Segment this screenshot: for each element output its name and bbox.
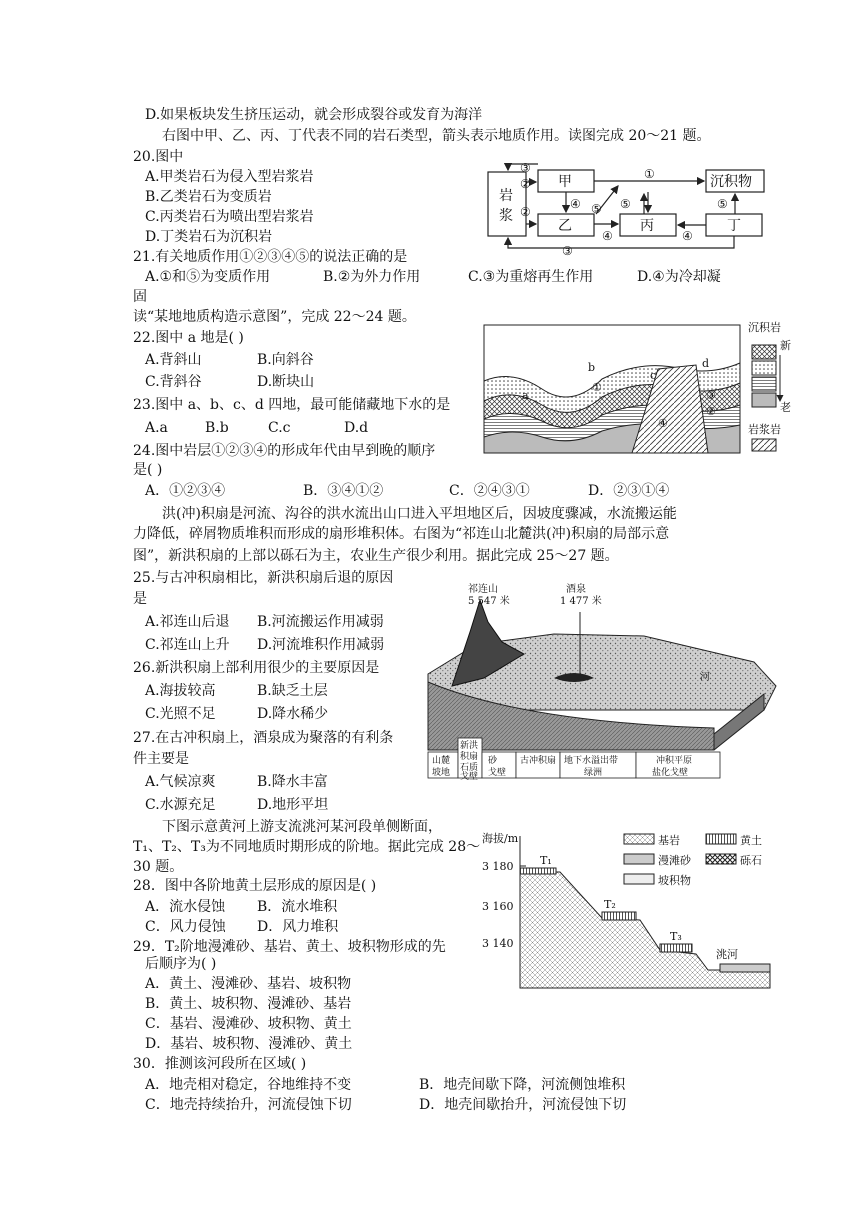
zone-newfan-1: 新洪 [460,741,479,751]
q30-option-a[interactable]: A．地壳相对稳定，谷地维持不变 [145,1077,352,1093]
q25-stem-cont: 是 [133,591,147,607]
q30-option-b[interactable]: B．地壳间歇下降，河流侧蚀堆积 [419,1077,626,1093]
legend-sedimentary: 沉积岩 [748,321,781,334]
q28-option-d[interactable]: D．风力堆积 [257,919,339,935]
q19-option-d: D.如果板块发生挤压运动，就会形成裂谷或发育为海洋 [145,107,483,123]
point-a: a [522,389,529,402]
q22-option-a[interactable]: A.背斜山 [145,352,202,368]
layer-2: ② [706,405,716,418]
legend-colluvium: 坡积物 [658,874,691,887]
q21-option-a[interactable]: A.①和⑤为变质作用 [145,269,271,285]
q25-option-c[interactable]: C.祁连山上升 [145,637,230,653]
layer-1: ① [592,381,602,394]
legend-loess: 黄土 [740,834,762,847]
intro-20-21: 右图中甲、乙、丙、丁代表不同的岩石类型，箭头表示地质作用。读图完成 20～21 题。 [162,128,711,144]
q22-stem: 22.图中 a 地是( ) [133,330,244,346]
sediment-label: 沉积物 [710,174,752,190]
terrace-t1: T₁ [540,854,552,867]
qilian-label: 祁连山 [468,584,498,595]
zone-newfan-3: 石质 [460,763,479,773]
q26-option-b[interactable]: B.缺乏土层 [257,683,328,699]
q25-option-b[interactable]: B.河流搬运作用减弱 [257,614,384,630]
rock-cycle-diagram [484,158,790,258]
q21-option-d[interactable]: D.④为冷却凝 [637,269,721,285]
q23-option-a[interactable]: A.a [145,420,168,436]
q21-stem: 21.有关地质作用①②③④⑤的说法正确的是 [133,249,408,265]
river-terrace-diagram [480,830,780,992]
q20-option-c[interactable]: C.丙类岩石为喷出型岩浆岩 [145,209,314,225]
cycle-num-5-bing: ⑤ [620,197,631,211]
cycle-num-3-bottom: ③ [562,244,573,258]
q28-option-a[interactable]: A．流水侵蚀 [145,899,226,915]
q30-option-d[interactable]: D．地壳间歇抬升，河流侵蚀下切 [419,1097,627,1113]
ytick-3160: 3 160 [482,900,514,913]
q23-stem: 23.图中 a、b、c、d 四地，最可能储藏地下水的是 [133,397,451,413]
qilian-height: 5 547 米 [468,596,510,607]
q21-option-b[interactable]: B.②为外力作用 [323,269,421,285]
zone-overflow: 地下水溢出带 [564,756,619,766]
q29-stem-cont: 后顺序为( ) [145,956,217,972]
terrace-t3: T₃ [670,930,682,943]
q27-stem-cont: 件主要是 [133,751,189,767]
q22-option-d[interactable]: D.断块山 [257,374,315,390]
magma-label-2: 浆 [499,208,513,224]
q22-option-c[interactable]: C.背斜谷 [145,374,202,390]
point-b: b [588,361,596,374]
q27-option-d[interactable]: D.地形平坦 [257,797,329,813]
q23-option-d[interactable]: D.d [344,420,369,436]
yi-label: 乙 [558,218,572,234]
q20-option-a[interactable]: A.甲类岩石为侵入型岩浆岩 [145,169,314,185]
cycle-num-1: ① [644,167,655,181]
river-label: 河 [700,672,710,683]
jiuquan-label: 酒泉 [566,584,586,595]
point-d: d [702,357,710,370]
q24-option-b[interactable]: B．③④①② [303,483,384,499]
bing-label: 丙 [640,218,654,234]
river-taohe: 洮河 [716,948,738,961]
q24-option-d[interactable]: D．②③①④ [588,483,670,499]
cycle-num-5-right: ⑤ [717,197,728,211]
ytick-3180: 3 180 [482,860,514,873]
q30-stem: 30．推测该河段所在区域( ) [133,1056,307,1072]
q29-stem: 29．T₂阶地漫滩砂、基岩、黄土、坡积物形成的先 [133,939,446,955]
legend-new: 新 [780,339,791,352]
q20-option-d[interactable]: D.丁类岩石为沉积岩 [145,229,273,245]
fan-intro-line3: 图”，新洪积扇的上部以砾石为主，农业生产很少利用。据此完成 25～27 题。 [133,548,619,564]
q24-option-a[interactable]: A．①②③④ [145,483,226,499]
q20-stem: 20.图中 [133,149,184,165]
zone-plain: 冲积平原 [656,756,693,766]
zone-oasis: 绿洲 [584,768,603,778]
q25-stem: 25.与古冲积扇相比，新洪积扇后退的原因 [133,570,394,586]
fan-intro-line1: 洪(冲)积扇是河流、沟谷的洪水流出山口进入平坦地区后，因坡度骤减，水流搬运能 [162,506,677,522]
q21-option-d-wrap: 固 [133,289,147,305]
terrace-intro-line2: T₁、T₂、T₃为不同地质时期形成的阶地。据此完成 28～ [133,839,481,855]
q27-option-b[interactable]: B.降水丰富 [257,774,328,790]
q27-option-c[interactable]: C.水源充足 [145,797,216,813]
cycle-num-2-bottom: ② [520,205,531,219]
q29-option-b[interactable]: B．黄土、坡积物、漫滩砂、基岩 [145,996,352,1012]
zone-piedmont-1: 山麓 [432,756,451,766]
intro-22-24: 读“某地地质构造示意图”，完成 22～24 题。 [133,309,416,325]
legend-bedrock: 基岩 [658,834,680,847]
zone-newfan-2: 积扇 [460,752,479,762]
terrace-intro-line1: 下图示意黄河上游支流洮河某河段单侧断面， [162,819,442,835]
cycle-num-4-mid: ④ [570,197,581,211]
ylabel: 海拔/m [482,832,519,845]
layer-3: ③ [706,389,716,402]
fan-intro-line2: 力降低，碎屑物质堆积而形成的扇形堆积体。右图为“祁连山北麓洪(冲)积扇的局部示意 [133,526,670,542]
q28-option-b[interactable]: B．流水堆积 [257,899,338,915]
q24-option-c[interactable]: C．②④③① [449,483,530,499]
legend-gravel: 砾石 [740,854,762,867]
zone-gravel: 砂 [488,756,498,766]
jiuquan-height: 1 477 米 [560,596,602,607]
q24-stem: 24.图中岩层①②③④的形成年代由早到晚的顺序 [133,443,436,459]
q28-option-c[interactable]: C．风力侵蚀 [145,919,226,935]
geologic-structure-diagram [482,319,794,459]
point-c: c [650,369,657,382]
q29-option-c[interactable]: C．基岩、漫滩砂、坡积物、黄土 [145,1016,352,1032]
q22-option-b[interactable]: B.向斜谷 [257,352,314,368]
q26-option-a[interactable]: A.海拔较高 [145,683,216,699]
q29-option-d[interactable]: D．基岩、坡积物、漫滩砂、黄土 [145,1036,353,1052]
q30-option-c[interactable]: C．地壳持续抬升，河流侵蚀下切 [145,1097,352,1113]
q20-option-b[interactable]: B.乙类岩石为变质岩 [145,189,272,205]
jia-label: 甲 [558,174,572,190]
zone-gobi: 戈壁 [488,768,507,778]
zone-saline-gobi: 盐化戈壁 [652,768,689,778]
legend-floodplain-sand: 漫滩砂 [658,854,691,867]
terrace-t2: T₂ [604,898,616,911]
cycle-num-3-top: ③ [520,161,531,175]
q24-stem-cont: 是( ) [133,462,163,478]
layer-4: ④ [658,417,668,430]
q28-stem: 28．图中各阶地黄土层形成的原因是( ) [133,878,377,894]
cycle-num-5-mid: ⑤ [591,202,602,216]
q26-stem: 26.新洪积扇上部利用很少的主要原因是 [133,660,380,676]
zone-oldfan: 古冲积扇 [520,756,557,766]
q29-option-a[interactable]: A．黄土、漫滩砂、基岩、坡积物 [145,976,352,992]
q25-option-a[interactable]: A.祁连山后退 [145,614,230,630]
alluvial-fan-diagram [424,582,782,782]
q21-option-c[interactable]: C.③为重熔再生作用 [468,269,594,285]
q26-option-c[interactable]: C.光照不足 [145,706,216,722]
q23-option-b[interactable]: B.b [205,420,229,436]
cycle-num-2-top: ② [520,177,531,191]
legend-magmatic: 岩浆岩 [748,423,781,436]
terrace-intro-line3: 30 题。 [133,859,184,875]
magma-label-1: 岩 [499,188,513,204]
legend-old: 老 [780,401,791,414]
q25-option-d[interactable]: D.河流堆积作用减弱 [257,637,385,653]
ytick-3140: 3 140 [482,937,514,950]
cycle-num-4-ding: ④ [682,229,693,243]
zone-piedmont-2: 坡地 [432,768,451,778]
q23-option-c[interactable]: C.c [268,420,291,436]
q26-option-d[interactable]: D.降水稀少 [257,706,329,722]
zone-newfan-4: 戈壁 [460,772,479,782]
cycle-num-4-yi: ④ [602,229,613,243]
ding-label: 丁 [727,218,741,234]
q27-option-a[interactable]: A.气候凉爽 [145,774,216,790]
q27-stem: 27.在古冲积扇上，酒泉成为聚落的有利条 [133,730,394,746]
